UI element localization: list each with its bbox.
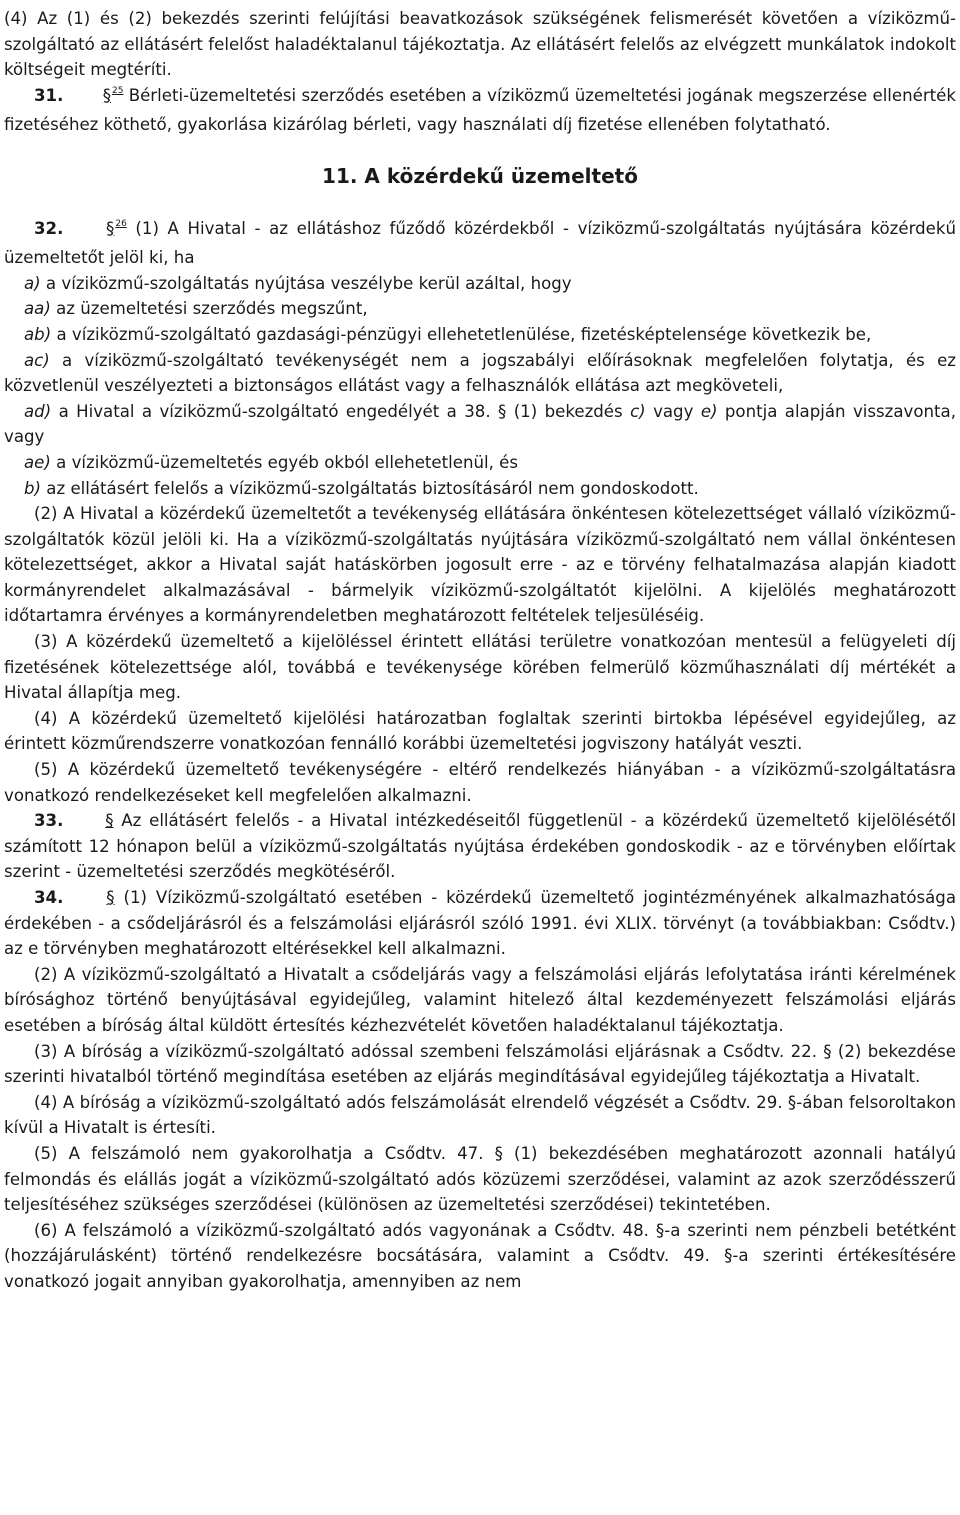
- point-label: ad): [24, 401, 52, 421]
- section-32-paragraph-1: [4, 216, 956, 271]
- point-label: aa): [24, 299, 51, 319]
- point-label: ac): [24, 350, 50, 370]
- section-sign-link[interactable]: §: [106, 218, 115, 238]
- point-ab: [4, 322, 956, 348]
- section-32-paragraph-2: (2) A Hivatal a közérdekű üzemeltetőt a tevékenység ellátására önkéntesen kötelezettséget vállaló víziközmű-szolgáltatók közül jelöli ki. Ha a víziközmű-szolgáltatás nyújtására víziközmű-szolgáltató nem vállal önkéntesen kötelezettséget, akkor a Hivatal saját hatáskörben jogosult erre - az e törvény felhatalmazása alapján kiadott kormányrendelet alkalmazásával - bármelyik víziközmű-szolgáltatót kijelölni. A kijelölés meghatározott időtartamra érvényes a kormányrendeletben meghatározott feltételek teljesüléséig.: [4, 504, 956, 626]
- section-text: (1) Víziközmű-szolgáltató esetében - közérdekű üzemeltető jogintézményének alkalmazhatósága érdekében - a csődeljárásról és a felszámolási eljárásról szóló 1991. évi XLIX. törvényt (a továbbiakban: Csődtv.) az e törvényben meghatározott eltérésekkel kell alkalmazni.: [4, 888, 956, 959]
- section-number: 34.: [34, 888, 64, 907]
- section-32-paragraph-5: (5) A közérdekű üzemeltető tevékenységére - eltérő rendelkezés hiányában - a víziközmű-szolgáltatásra vonatkozó rendelkezéseket kell megfelelően alkalmazni.: [4, 760, 956, 805]
- point-label: ab): [24, 324, 52, 344]
- point-text: az ellátásért felelős a víziközmű-szolgáltatás biztosításáról nem gondoskodott.: [41, 478, 699, 498]
- point-ref-c: c): [630, 401, 646, 421]
- point-ac: [4, 348, 956, 399]
- section-32-paragraph-3: (3) A közérdekű üzemeltető a kijelöléssel érintett ellátási területre vonatkozóan mentesül a felügyeleti díj fizetésének kötelezettsége alól, továbbá e tevékenysége körében felmerülő közműhasználati díj mértékét a Hivatal állapítja meg.: [4, 632, 956, 703]
- section-number: 33.: [34, 811, 64, 831]
- section-number: 31.: [34, 85, 64, 105]
- point-text: vagy: [645, 401, 701, 421]
- section-34-paragraph-6: (6) A felszámoló a víziközmű-szolgáltató adós vagyonának a Csődtv. 48. §-a szerinti nem pénzbeli betétként (hozzájárulásként) történő rendelkezésre bocsátására, valamint a Csődtv. 49. §-a szerinti értékesítésére vonatkozó jogait annyiban gyakorolhatja, amennyiben az nem: [4, 1220, 956, 1291]
- section-34-paragraph-5: (5) A felszámoló nem gyakorolhatja a Csődtv. 47. § (1) bekezdésében meghatározott azonnali hatályú felmondás és elállás jogát a víziközmű-szolgáltató adós közüzemi szerződései, valamint az azok szerződésszerű teljesítéséhez szükséges szerződései (különösen az üzemeltetési szerződései) tekintetében.: [4, 1143, 956, 1215]
- footnote-link[interactable]: 26: [115, 218, 127, 229]
- chapter-heading: 11. A közérdekű üzemeltető: [322, 163, 638, 188]
- point-text: pontja alapján visszavonta, vagy: [4, 401, 956, 447]
- point-ad: [4, 399, 956, 450]
- section-text: Bérleti-üzemeltetési szerződés esetében a víziközmű üzemeltetési jogának megszerzése ellenérték fizetéséhez köthető, gyakorlása kizárólag bérleti, vagy használati díj fizetése ellenében folytatható.: [4, 85, 956, 135]
- section-number: 32.: [34, 218, 64, 238]
- footnote-link[interactable]: 25: [111, 85, 124, 96]
- section-34-paragraph-3: (3) A bíróság a víziközmű-szolgáltató adóssal szembeni felszámolási eljárásnak a Csődtv. 22. § (2) bekezdése szerinti hivatalból történő megindítása esetében az eljárás megindításával egyidejűleg tájékoztatja a Hivatalt.: [4, 1041, 956, 1087]
- section-text: (1) A Hivatal - az ellátáshoz fűződő közérdekből - víziközmű-szolgáltatás nyújtására közérdekű üzemeltetőt jelöl ki, ha: [4, 218, 957, 268]
- point-ae: [4, 450, 956, 476]
- section-31: [4, 83, 956, 138]
- section-sign-link[interactable]: §: [105, 811, 114, 831]
- point-label: a): [24, 273, 41, 293]
- section-32-paragraph-4: (4) A közérdekű üzemeltető kijelölési határozatban foglaltak szerinti birtokba lépésével egyidejűleg, az érintett közműrendszerre vonatkozóan fennálló korábbi üzemeltetési jogviszony hatályát veszti.: [4, 708, 956, 754]
- point-text: az üzemeltetési szerződés megszűnt,: [50, 299, 368, 319]
- point-label: b): [24, 478, 42, 498]
- section-34-paragraph-2: (2) A víziközmű-szolgáltató a Hivatalt a csődeljárás vagy a felszámolási eljárás lefolytatása iránti kérelmének bírósághoz történő benyújtásával egyidejűleg, valamint hitelező által kezdeményezett felszámolási eljárás esetében a bíróság által küldött értesítés kézhezvételét követően haladéktalanul tájékoztatja.: [4, 964, 956, 1035]
- point-ref-e: e): [700, 401, 718, 421]
- point-aa: [4, 296, 956, 322]
- section-text: Az ellátásért felelős - a Hivatal intézkedéseitől függetlenül - a közérdekű üzemeltető kijelölésétől számított 12 hónapon belül a víziközmű-szolgáltatás nyújtása érdekében gondoskodik - az e törvényben előírtak szerint - üzemeltetési szerződés megkötéséről.: [4, 811, 956, 882]
- paragraph-4: (4) Az (1) és (2) bekezdés szerinti felújítási beavatkozások szükségének felismerését követően a víziközmű-szolgáltató az ellátásért felelőst haladéktalanul tájékoztatja. Az ellátásért felelős az elvégzett munkálatok indokolt költségeit megtéríti.: [4, 9, 956, 80]
- section-sign-link[interactable]: §: [106, 888, 115, 907]
- section-33: [4, 808, 956, 885]
- section-34-paragraph-4: (4) A bíróság a víziközmű-szolgáltató adós felszámolását elrendelő végzését a Csődtv. 29. §-ában felsoroltakon kívül a Hivatalt is értesíti.: [4, 1092, 956, 1138]
- point-text: a víziközmű-szolgáltató tevékenységét nem a jogszabályi előírásoknak megfelelően folytatja, és ez közvetlenül veszélyezteti a biztonságos ellátást vagy a felhasználók ellátása azt megköveteli,: [4, 350, 956, 396]
- section-sign-link[interactable]: §: [102, 85, 111, 105]
- section-34-paragraph-1: [4, 885, 956, 962]
- point-text: a víziközmű-üzemeltetés egyéb okból ellehetetlenül, és: [50, 452, 519, 472]
- point-text: a víziközmű-szolgáltatás nyújtása veszélybe kerül azáltal, hogy: [40, 273, 572, 293]
- point-a: [4, 271, 956, 297]
- point-label: ae): [24, 452, 51, 472]
- point-text: a víziközmű-szolgáltató gazdasági-pénzügyi ellehetetlenülése, fizetésképtelensége következik be,: [51, 324, 872, 344]
- point-text: a Hivatal a víziközmű-szolgáltató engedélyét a 38. § (1) bekezdés: [51, 401, 631, 421]
- point-b: [4, 476, 956, 502]
